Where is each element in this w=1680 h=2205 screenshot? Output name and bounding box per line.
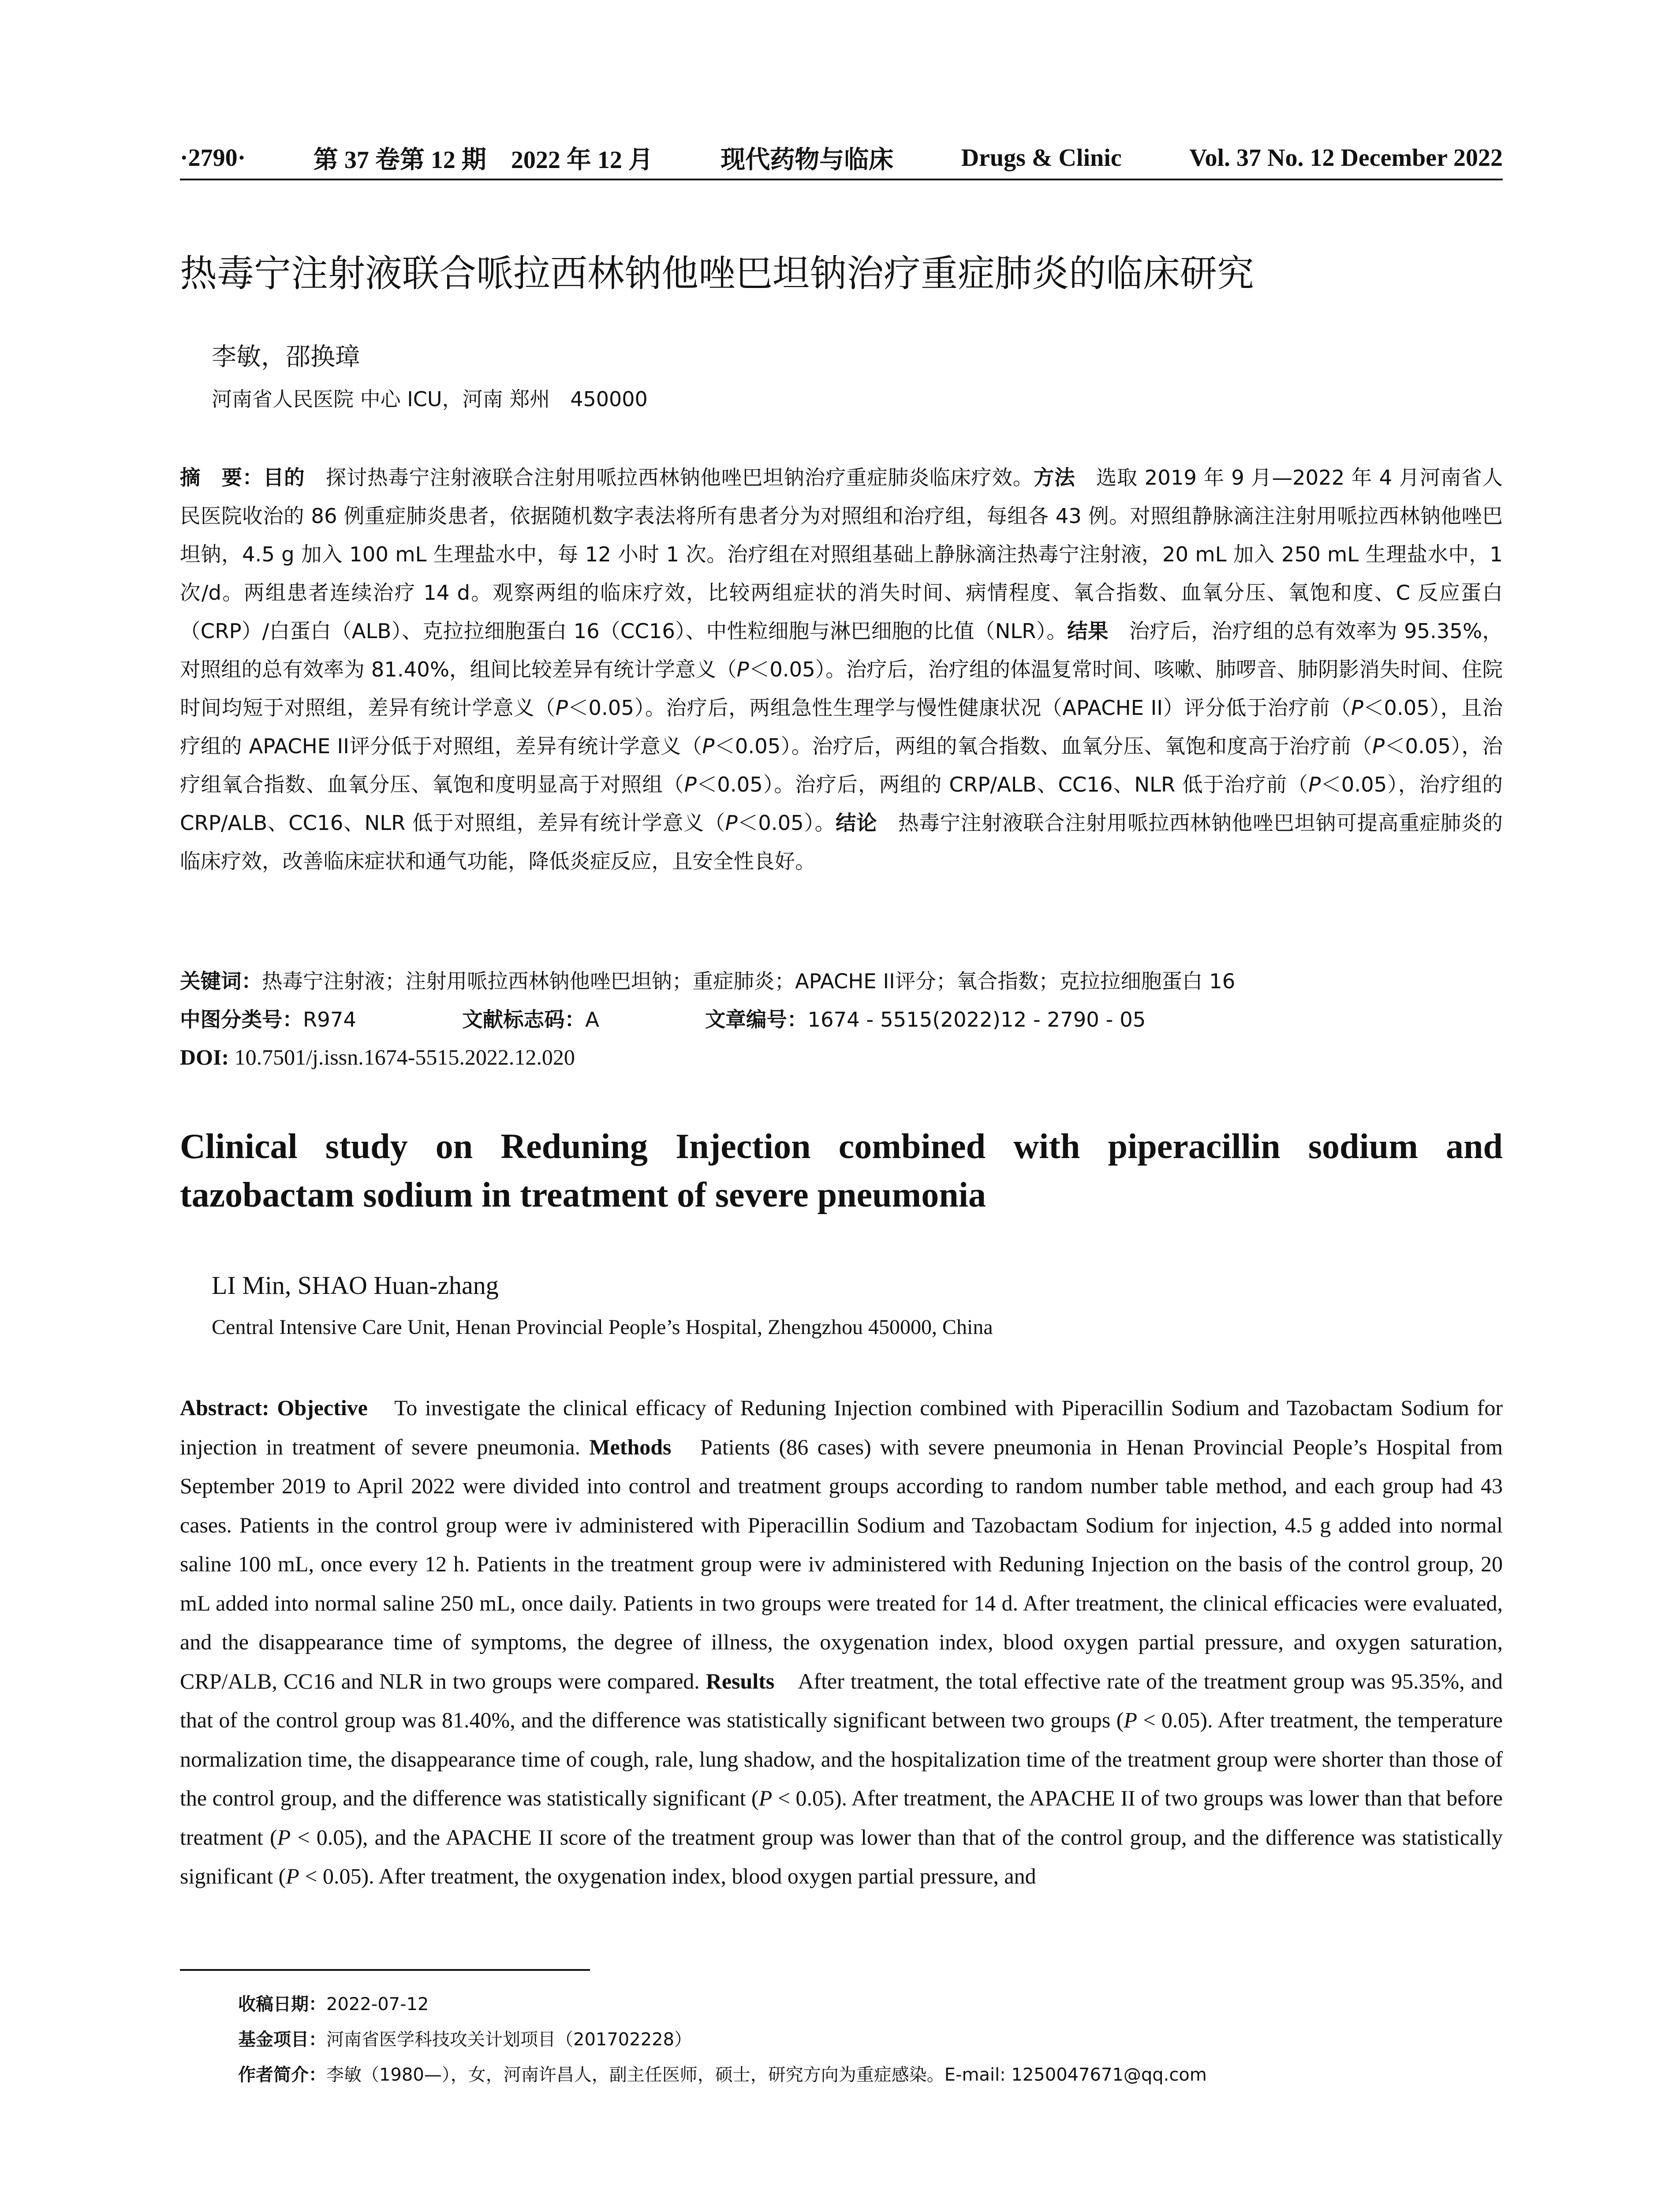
issue-en: Vol. 37 No. 12 December 2022 bbox=[1189, 144, 1503, 172]
article-no-label: 文章编号： bbox=[705, 1008, 808, 1031]
clc-label: 中图分类号： bbox=[180, 1008, 303, 1031]
cn-conclusion-label: 结论 bbox=[835, 811, 877, 835]
fund-text: 河南省医学科技攻关计划项目（201702228） bbox=[326, 2029, 692, 2050]
p-symbol: P bbox=[277, 1824, 291, 1850]
cn-objective-label: 目的 bbox=[263, 466, 305, 490]
cn-abstract bbox=[180, 459, 1503, 881]
cn-doi bbox=[180, 1039, 1503, 1075]
cn-results-label: 结果 bbox=[1067, 619, 1109, 643]
p-symbol: P bbox=[555, 696, 568, 720]
footnote-author bbox=[238, 2062, 1207, 2088]
p-symbol: P bbox=[736, 658, 749, 681]
doi-label: DOI: bbox=[180, 1045, 229, 1069]
en-results-label: Results bbox=[706, 1668, 775, 1693]
doc-code-value: A bbox=[585, 1008, 599, 1031]
cn-conclusion: 热毒宁注射液联合注射用哌拉西林钠他唑巴坦钠可提高重症肺炎的临床疗效，改善临床症状和通气功能，降低炎症反应，且安全性良好。 bbox=[180, 811, 1503, 873]
fund-label: 基金项目： bbox=[238, 2029, 326, 2050]
en-abstract-label: Abstract: bbox=[180, 1395, 269, 1420]
p-symbol: P bbox=[1308, 773, 1321, 796]
footnote-rule bbox=[180, 1969, 590, 1971]
cn-results-9: ＜0.05）。 bbox=[737, 811, 836, 835]
en-results-1: After treatment, the total effective rate of the treatment group was 95.35%, and that of the control group was 81.40%, and the difference was statistically significant between two groups ( bbox=[180, 1668, 1503, 1732]
cn-results-5: ＜0.05）。治疗后，两组的氧合指数、血氧分压、氧饱和度高于治疗前（ bbox=[714, 734, 1373, 758]
cn-results-7: ＜0.05）。治疗后，两组的 CRP/ALB、CC16、NLR 低于治疗前（ bbox=[696, 773, 1309, 796]
en-results-2: < 0.05). After treatment, the temperature normalization time, the disappearance time of cough, rale, lung shadow, and the hospitalization time of the treatment group were shorter than those of the control group, and the difference was statistically significant ( bbox=[180, 1708, 1503, 1810]
cn-results-6: ＜0.05），治疗组氧合指数、血氧分压、氧饱和度明显高于对照组（ bbox=[180, 734, 1503, 796]
cn-keywords bbox=[180, 964, 1503, 999]
footnote-received bbox=[238, 1991, 429, 2018]
cn-methods-label: 方法 bbox=[1034, 466, 1075, 490]
doc-code-label: 文献标志码： bbox=[462, 1008, 586, 1031]
cn-affiliation: 河南省人民医院 中心 ICU，河南 郑州 450000 bbox=[212, 387, 648, 411]
p-symbol: P bbox=[1372, 734, 1385, 758]
received-date: 2022-07-12 bbox=[326, 1994, 429, 2014]
article-no-value: 1674 - 5515(2022)12 - 2790 - 05 bbox=[807, 1008, 1146, 1031]
en-affiliation: Central Intensive Care Unit, Henan Provincial People’s Hospital, Zhengzhou 450000, China bbox=[212, 1316, 993, 1339]
author-bio-label: 作者简介： bbox=[238, 2065, 326, 2085]
en-title: Clinical study on Reduning Injection combined with piperacillin sodium and tazobactam sodium in treatment of severe pneumonia bbox=[180, 1127, 1503, 1215]
footnote-fund bbox=[238, 2026, 692, 2053]
cn-results-4: ＜0.05），且治疗组的 APACHE II评分低于对照组，差异有统计学意义（ bbox=[180, 696, 1503, 758]
journal-name-cn: 现代药物与临床 bbox=[721, 146, 894, 174]
en-results-5: < 0.05). After treatment, the oxygenation index, blood oxygen partial pressure, and bbox=[299, 1864, 1036, 1888]
p-symbol: P bbox=[1351, 696, 1363, 720]
en-methods: Patients (86 cases) with severe pneumonia in Henan Provincial People’s Hospital from September 2019 to April 2022 were divided into control and treatment groups according to random number table method, and each group had 43 cases. Patients in the control group were iv administered with Piperacillin Sodium and Tazobactam Sodium for injection, 4.5 g added into normal saline 100 mL, once every 12 h. Patients in the treatment group were iv administered with Reduning Injection on the basis of the control group, 20 mL added into normal saline 250 mL, once daily. Patients in two groups were treated for 14 d. After treatment, the clinical efficacies were evaluated, and the disappearance time of symptoms, the degree of illness, the oxygenation index, blood oxygen partial pressure, and oxygen saturation, CRP/ALB, CC16 and NLR in two groups were compared. bbox=[180, 1434, 1503, 1693]
en-abstract bbox=[180, 1388, 1503, 1896]
en-results-3: < 0.05). After treatment, the APACHE II of two groups was lower than that before treatment ( bbox=[180, 1786, 1503, 1850]
cn-results-2: ＜0.05）。治疗后，治疗组的体温复常时间、咳嗽、肺啰音、肺阴影消失时间、住院时间均短于对照组，差异有统计学意义（ bbox=[180, 658, 1503, 720]
p-symbol: P bbox=[725, 811, 738, 835]
journal-name-en: Drugs & Clinic bbox=[961, 144, 1122, 172]
cn-keywords-label: 关键词： bbox=[180, 969, 262, 993]
issue-cn: 第 37 卷第 12 期 2022 年 12 月 bbox=[313, 146, 653, 174]
clc-value: R974 bbox=[303, 1008, 357, 1031]
received-label: 收稿日期： bbox=[238, 1994, 326, 2014]
cn-authors: 李敏，邵换璋 bbox=[212, 343, 360, 371]
doi-value: 10.7501/j.issn.1674-5515.2022.12.020 bbox=[229, 1045, 575, 1069]
cn-abstract-label: 摘 要： bbox=[180, 466, 263, 490]
p-symbol: P bbox=[286, 1864, 299, 1888]
en-methods-label: Methods bbox=[589, 1434, 672, 1459]
p-symbol: P bbox=[702, 734, 715, 758]
cn-objective: 探讨热毒宁注射液联合注射用哌拉西林钠他唑巴坦钠治疗重症肺炎临床疗效。 bbox=[305, 466, 1034, 490]
en-objective: To investigate the clinical efficacy of Reduning Injection combined with Piperacillin Sodium and Tazobactam Sodium for injection in treatment of severe pneumonia. bbox=[180, 1395, 1503, 1459]
p-symbol: P bbox=[684, 773, 697, 796]
cn-keywords-text: 热毒宁注射液；注射用哌拉西林钠他唑巴坦钠；重症肺炎；APACHE II评分；氧合指数；克拉拉细胞蛋白 16 bbox=[262, 969, 1236, 993]
cn-methods: 选取 2019 年 9 月—2022 年 4 月河南省人民医院收治的 86 例重症肺炎患者，依据随机数字表法将所有患者分为对照组和治疗组，每组各 43 例。对照组静脉滴注注射用哌拉西林钠他唑巴坦钠，4.5 g 加入 100 mL 生理盐水中，每 12 小时 1 次。治疗组在对照组基础上静脉滴注热毒宁注射液，20 mL 加入 250 mL 生理盐水中，1 次/d。两组患者连续治疗 14 d。观察两组的临床疗效，比较两组症状的消失时间、病情程度、氧合指数、血氧分压、氧饱和度、C 反应蛋白（CRP）/白蛋白（ALB）、克拉拉细胞蛋白 16（CC16）、中性粒细胞与淋巴细胞的比值（NLR）。 bbox=[180, 466, 1503, 643]
en-authors: LI Min, SHAO Huan-zhang bbox=[212, 1271, 499, 1300]
en-objective-label: Objective bbox=[277, 1395, 368, 1420]
p-symbol: P bbox=[1124, 1708, 1137, 1732]
cn-classification bbox=[180, 1002, 1503, 1037]
en-results-4: < 0.05), and the APACHE II score of the treatment group was lower than that of the control group, and the difference was statistically significant ( bbox=[180, 1824, 1503, 1888]
cn-results-8: ＜0.05），治疗组的 CRP/ALB、CC16、NLR 低于对照组，差异有统计学意义（ bbox=[180, 773, 1503, 835]
p-symbol: P bbox=[758, 1786, 773, 1810]
cn-title: 热毒宁注射液联合哌拉西林钠他唑巴坦钠治疗重症肺炎的临床研究 bbox=[180, 252, 1254, 295]
cn-results-3: ＜0.05）。治疗后，两组急性生理学与慢性健康状况（APACHE II）评分低于治疗前（ bbox=[567, 696, 1351, 720]
author-bio-text: 李敏（1980—），女，河南许昌人，副主任医师，硕士，研究方向为重症感染。E-mail: 1250047671@qq.com bbox=[326, 2065, 1207, 2085]
running-header bbox=[180, 142, 1503, 174]
page-number: ·2790· bbox=[180, 144, 246, 172]
cn-results-1: 治疗后，治疗组的总有效率为 95.35%，对照组的总有效率为 81.40%，组间比较差异有统计学意义（ bbox=[180, 619, 1503, 681]
header-rule bbox=[180, 179, 1503, 180]
